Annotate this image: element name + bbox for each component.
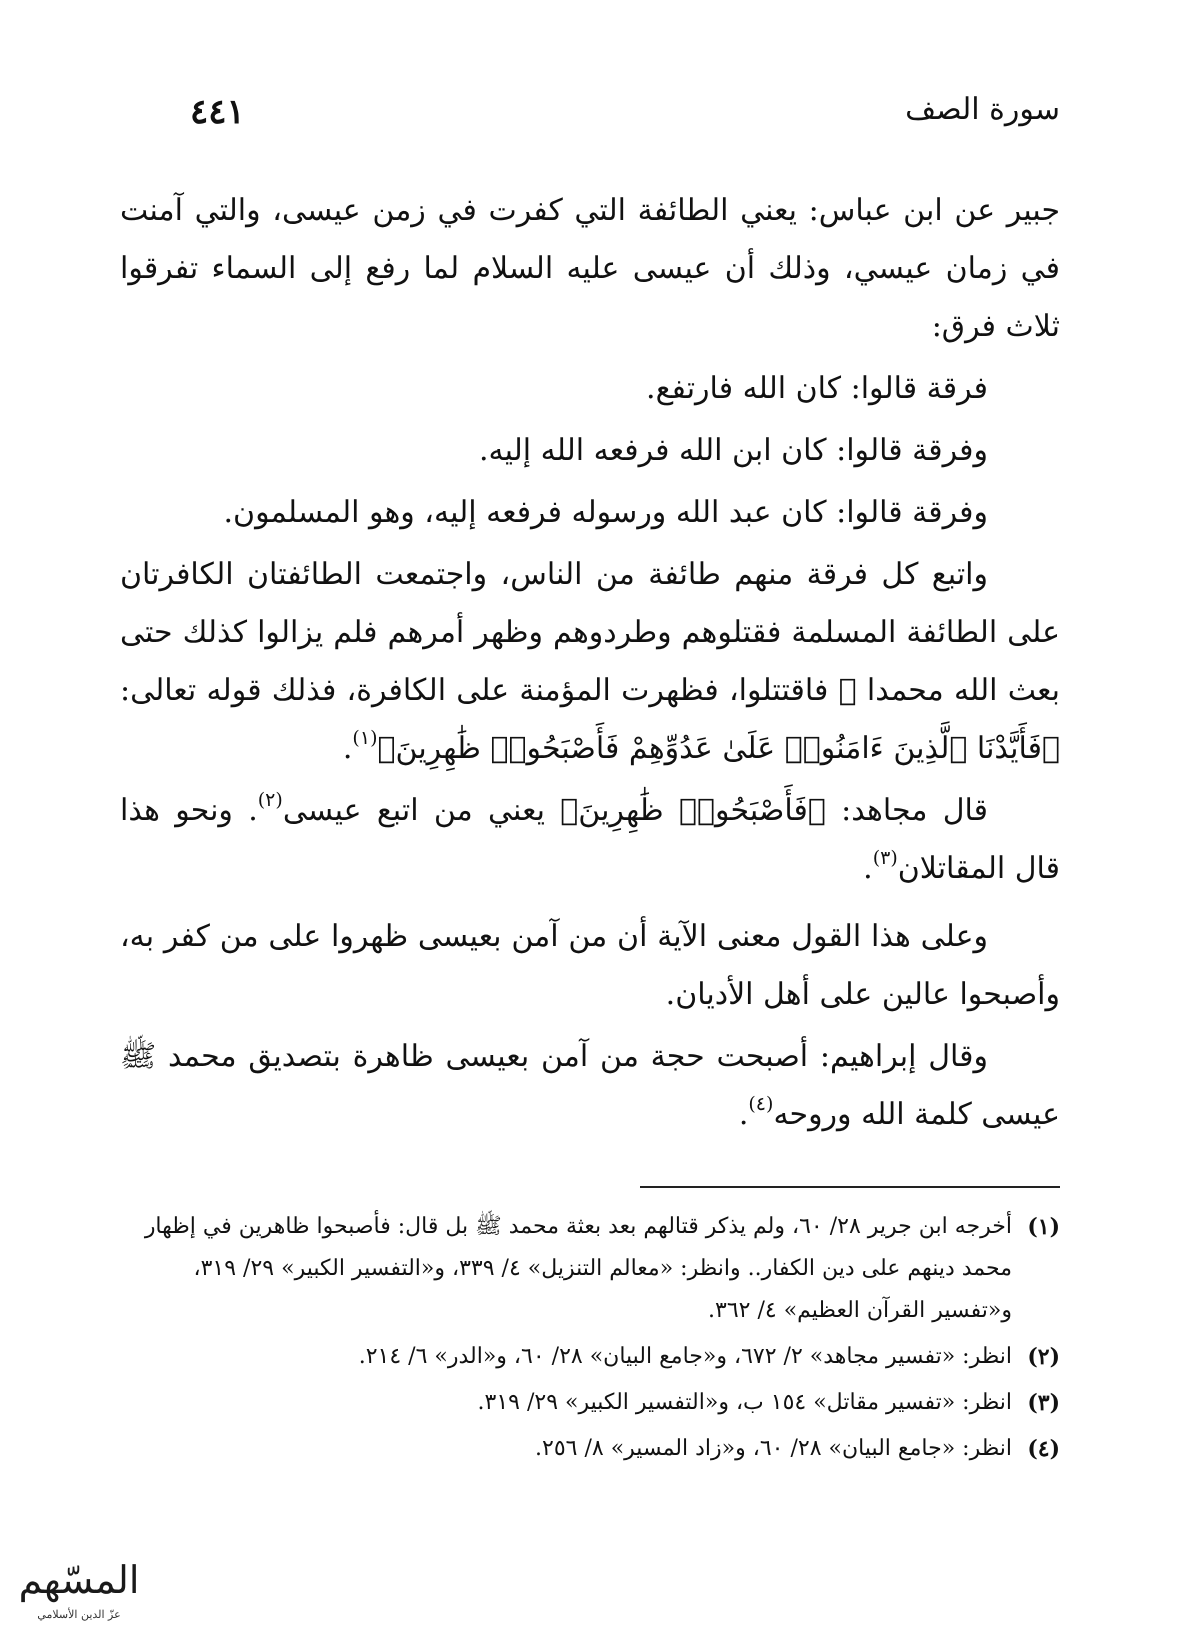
paragraph-text: . (863, 851, 873, 886)
footnote-number: (٣) (1027, 1390, 1060, 1416)
paragraph-text: . (342, 731, 353, 766)
paragraph-text: قال مجاهد: ﴿فَأَصْبَحُوا۟ ظَٰهِرِينَ﴾ يعني من اتبع عيسى (282, 793, 988, 828)
footnote-ref: (٤) (748, 1093, 774, 1115)
watermark-logo (4, 1550, 154, 1630)
paragraph (120, 1028, 1060, 1144)
paragraph-text: واتبع كل فرقة منهم طائفة من الناس، واجتمعت الطائفتان الكافرتان على الطائفة المسلمة فقتلوهم وطردوهم وظهر أمرهم فلم يزالوا كذلك حتى بعث الله محمدا ﷺ فاقتتلوا، فظهرت المؤمنة على الكافرة، فذلك قوله تعالى: ﴿فَأَيَّدْنَا ٱلَّذِينَ ءَامَنُوا۟ عَلَىٰ عَدُوِّهِمْ فَأَصْبَحُوا۟ ظَٰهِرِينَ﴾ (120, 557, 1060, 766)
footnote-ref: (٣) (872, 847, 898, 869)
paragraph (120, 782, 1060, 898)
main-text (120, 182, 1060, 1144)
page-number: ٤٤١ (190, 92, 245, 132)
paragraph: وعلى هذا القول معنى الآية أن من آمن بعيسى ظهروا على من كفر به، وأصبحوا عالين على أهل الأديان. (120, 919, 1060, 1012)
footnote-ref: (٢) (257, 789, 283, 811)
watermark-title: المسّهم (18, 1558, 140, 1602)
footnote-text: انظر: «تفسير مجاهد» ٢/ ٦٧٢، و«جامع البيان» ٢٨/ ٦٠، و«الدر» ٦/ ٢١٤. (358, 1344, 1012, 1369)
watermark-subtitle: عزّ الدين الأسلامي (37, 1608, 121, 1621)
paragraph: جبير عن ابن عباس: يعني الطائفة التي كفرت في زمن عيسى، والتي آمنت في زمان عيسي، وذلك أن عيسى عليه السلام لما رفع إلى السماء تفرقوا ثلاث فرق: (120, 193, 1060, 344)
paragraph: وفرقة قالوا: كان عبد الله ورسوله فرفعه إليه، وهو المسلمون. (223, 495, 988, 530)
paragraph (120, 546, 1060, 778)
paragraph-text: وقال إبراهيم: أصبحت حجة من آمن بعيسى ظاهرة بتصديق محمد ﷺ عيسى كلمة الله وروحه (120, 1039, 1060, 1132)
paragraph-text: . ونحو هذا قال المقاتلان (120, 793, 1060, 886)
paragraph: وفرقة قالوا: كان ابن الله فرفعه الله إليه. (478, 433, 988, 468)
paragraph-text: . (738, 1097, 749, 1132)
surah-title: سورة الصف (905, 92, 1060, 127)
footnote-divider (640, 1186, 1060, 1188)
footnote-text: انظر: «جامع البيان» ٢٨/ ٦٠، و«زاد المسير» ٨/ ٢٥٦. (535, 1436, 1012, 1461)
footnote-text: أخرجه ابن جرير ٢٨/ ٦٠، ولم يذكر قتالهم بعد بعثة محمد ﷺ بل قال: فأصبحوا ظاهرين في إظهار محمد دينهم على دين الكفار.. وانظر: «معالم التنزيل» ٤/ ٣٣٩، و«التفسير الكبير» ٢٩/ ٣١٩، و«تفسير القرآن العظيم» ٤/ ٣٦٢. (144, 1214, 1012, 1323)
paragraph: فرقة قالوا: كان الله فارتفع. (646, 371, 988, 406)
footnote-text: انظر: «تفسير مقاتل» ١٥٤ ب، و«التفسير الكبير» ٢٩/ ٣١٩. (477, 1390, 1012, 1415)
footnote-ref: (١) (352, 727, 378, 749)
footnote (120, 1206, 1060, 1332)
footnotes (120, 1206, 1060, 1474)
footnote-number: (٤) (1027, 1436, 1060, 1462)
footnote-number: (١) (1027, 1214, 1060, 1240)
footnote (120, 1428, 1060, 1470)
footnote (120, 1382, 1060, 1424)
page-header (190, 92, 1060, 142)
footnote (120, 1336, 1060, 1378)
footnote-number: (٢) (1027, 1344, 1060, 1370)
